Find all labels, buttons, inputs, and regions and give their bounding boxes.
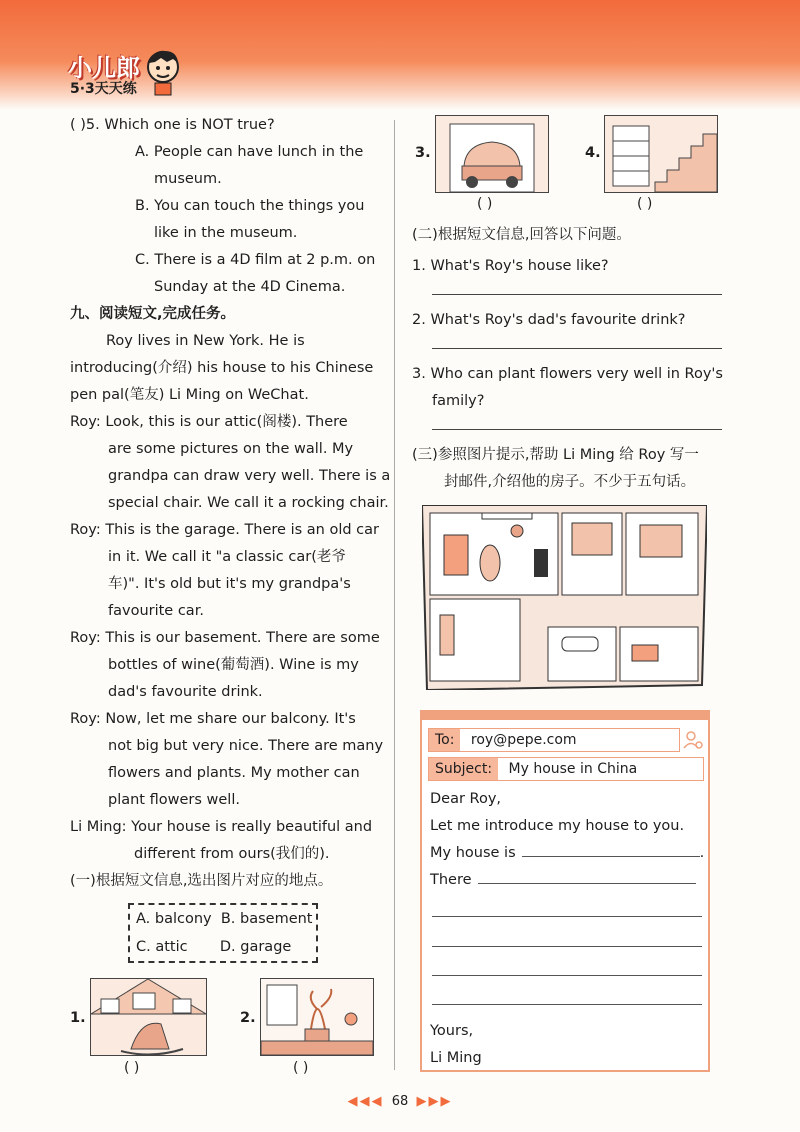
speaker: Roy: [70,630,101,646]
speaker: Roy: [70,414,101,430]
email-line-2: My house is [430,845,516,861]
q5-option-c-cont: Sunday at the 4D Cinema. [154,279,346,295]
q5-option-b: B. You can touch the things you [135,198,365,214]
to-label: To: [429,729,460,751]
email-top-bar [422,712,708,720]
question-3: 3. Who can plant flowers very well in Roy's [412,366,723,382]
speaker: Li Ming: [70,819,127,835]
left-column [70,112,391,895]
email-write-line[interactable] [432,916,702,917]
option-basement: B. basement [220,911,313,927]
brand-logo-text: 小儿郎 [68,54,140,82]
dialog-line: Now, let me share our balcony. It's [105,711,356,727]
answer-line-3[interactable] [432,429,722,430]
basement-picture [604,115,718,193]
garage-picture [435,115,549,193]
mascot-icon [145,47,181,97]
dialog-line: not big but very nice. There are many [108,738,384,754]
page-number: 68 [391,1094,409,1109]
right-column [412,222,722,496]
dialog-line: flowers and plants. My mother can [108,765,360,781]
email-body [430,786,705,894]
email-line-1: Let me introduce my house to you. [430,818,685,834]
part2-title: (二)根据短文信息,回答以下问题。 [412,227,631,243]
answer-blank-3[interactable]: ( ) [477,196,493,212]
option-garage: D. garage [219,939,292,955]
next-arrows-icon: ▶▶▶ [416,1094,453,1109]
series-label: 5·3天天练 [70,81,137,97]
intro-line-2: introducing(介绍) his house to his Chinese [70,360,374,376]
q5-option-a-cont: museum. [154,171,222,187]
answer-blank-2[interactable]: ( ) [293,1060,309,1076]
attic-picture [90,978,207,1056]
dialog-line: dad's favourite drink. [108,684,263,700]
floor-plan-picture [422,505,707,690]
option-balcony: A. balcony [136,911,212,927]
dialog-roy-garage [70,517,380,625]
column-divider [394,120,395,1070]
email-subject-field[interactable] [428,757,704,781]
section9-title: 九、阅读短文,完成任务。 [70,306,236,322]
dialog-line: different from ours(我们的). [134,846,330,862]
email-period: . [699,845,705,861]
email-write-line[interactable] [432,1004,702,1005]
pic-number: 3. [415,145,431,161]
q5-text: Which one is NOT true? [104,117,275,133]
page-header [0,0,800,110]
signature-text: Li Ming [430,1050,482,1066]
email-closing [430,1018,482,1072]
dialog-line: grandpa can draw very well. There is a [108,468,391,484]
email-to-field[interactable] [428,728,680,752]
pic-number: 2. [240,1010,256,1026]
balcony-picture [260,978,374,1056]
email-blank-3[interactable] [478,869,696,884]
dialog-line: plant flowers well. [108,792,240,808]
dialog-line: This is our basement. There are some [105,630,380,646]
intro-line-3: pen pal(笔友) Li Ming on WeChat. [70,387,309,403]
prev-arrows-icon: ◀◀◀ [347,1094,384,1109]
subject-value: My house in China [508,761,638,777]
q5-option-a: A. People can have lunch in the [135,144,364,160]
q5-stem [70,112,380,139]
options-box [128,903,318,963]
option-attic: C. attic [136,939,188,955]
dialog-line: special chair. We call it a rocking chair. [108,495,389,511]
page-footer [0,1094,800,1109]
email-greeting: Dear Roy, [430,791,502,807]
email-write-line[interactable] [432,946,702,947]
answer-blank[interactable]: ( )5. [70,117,100,133]
dialog-line: Your house is really beautiful and [131,819,373,835]
dialog-roy-balcony [70,706,384,814]
part3-title-cont: 封邮件,介绍他的房子。不少于五句话。 [444,474,696,490]
speaker: Roy: [70,711,101,727]
intro-line-1: Roy lives in New York. He is [106,333,305,349]
q5-option-c: C. There is a 4D film at 2 p.m. on [135,252,376,268]
to-value: roy@pepe.com [470,732,577,748]
dialog-line: bottles of wine(葡萄酒). Wine is my [108,657,359,673]
dialog-roy-attic [70,409,391,517]
email-line-3: There [430,872,472,888]
part1-title: (一)根据短文信息,选出图片对应的地点。 [70,873,333,889]
dialog-line: Look, this is our attic(阁楼). There [105,414,348,430]
email-blank-2[interactable] [522,842,700,857]
answer-line-2[interactable] [432,348,722,349]
answer-blank-1[interactable]: ( ) [124,1060,140,1076]
q5-option-b-cont: like in the museum. [154,225,298,241]
answer-blank-4[interactable]: ( ) [637,196,653,212]
pic-number: 4. [585,145,601,161]
dialog-li-ming [70,814,380,868]
pic-number: 1. [70,1010,86,1026]
dialog-line: are some pictures on the wall. My [108,441,354,457]
closing-text: Yours, [430,1023,474,1039]
part3-title: (三)参照图片提示,帮助 Li Ming 给 Roy 写一 [412,447,699,463]
question-3-cont: family? [432,393,485,409]
answer-line-1[interactable] [432,294,722,295]
dialog-line: This is the garage. There is an old car [105,522,379,538]
dialog-roy-basement [70,625,380,706]
speaker: Roy: [70,522,101,538]
dialog-line: 车)". It's old but it's my grandpa's [108,576,351,592]
question-1: 1. What's Roy's house like? [412,258,609,274]
dialog-line: in it. We call it "a classic car(老爷 [108,549,346,565]
email-write-line[interactable] [432,975,702,976]
add-contact-icon[interactable] [682,729,704,751]
question-2: 2. What's Roy's dad's favourite drink? [412,312,686,328]
subject-label: Subject: [429,758,498,780]
dialog-line: favourite car. [108,603,204,619]
